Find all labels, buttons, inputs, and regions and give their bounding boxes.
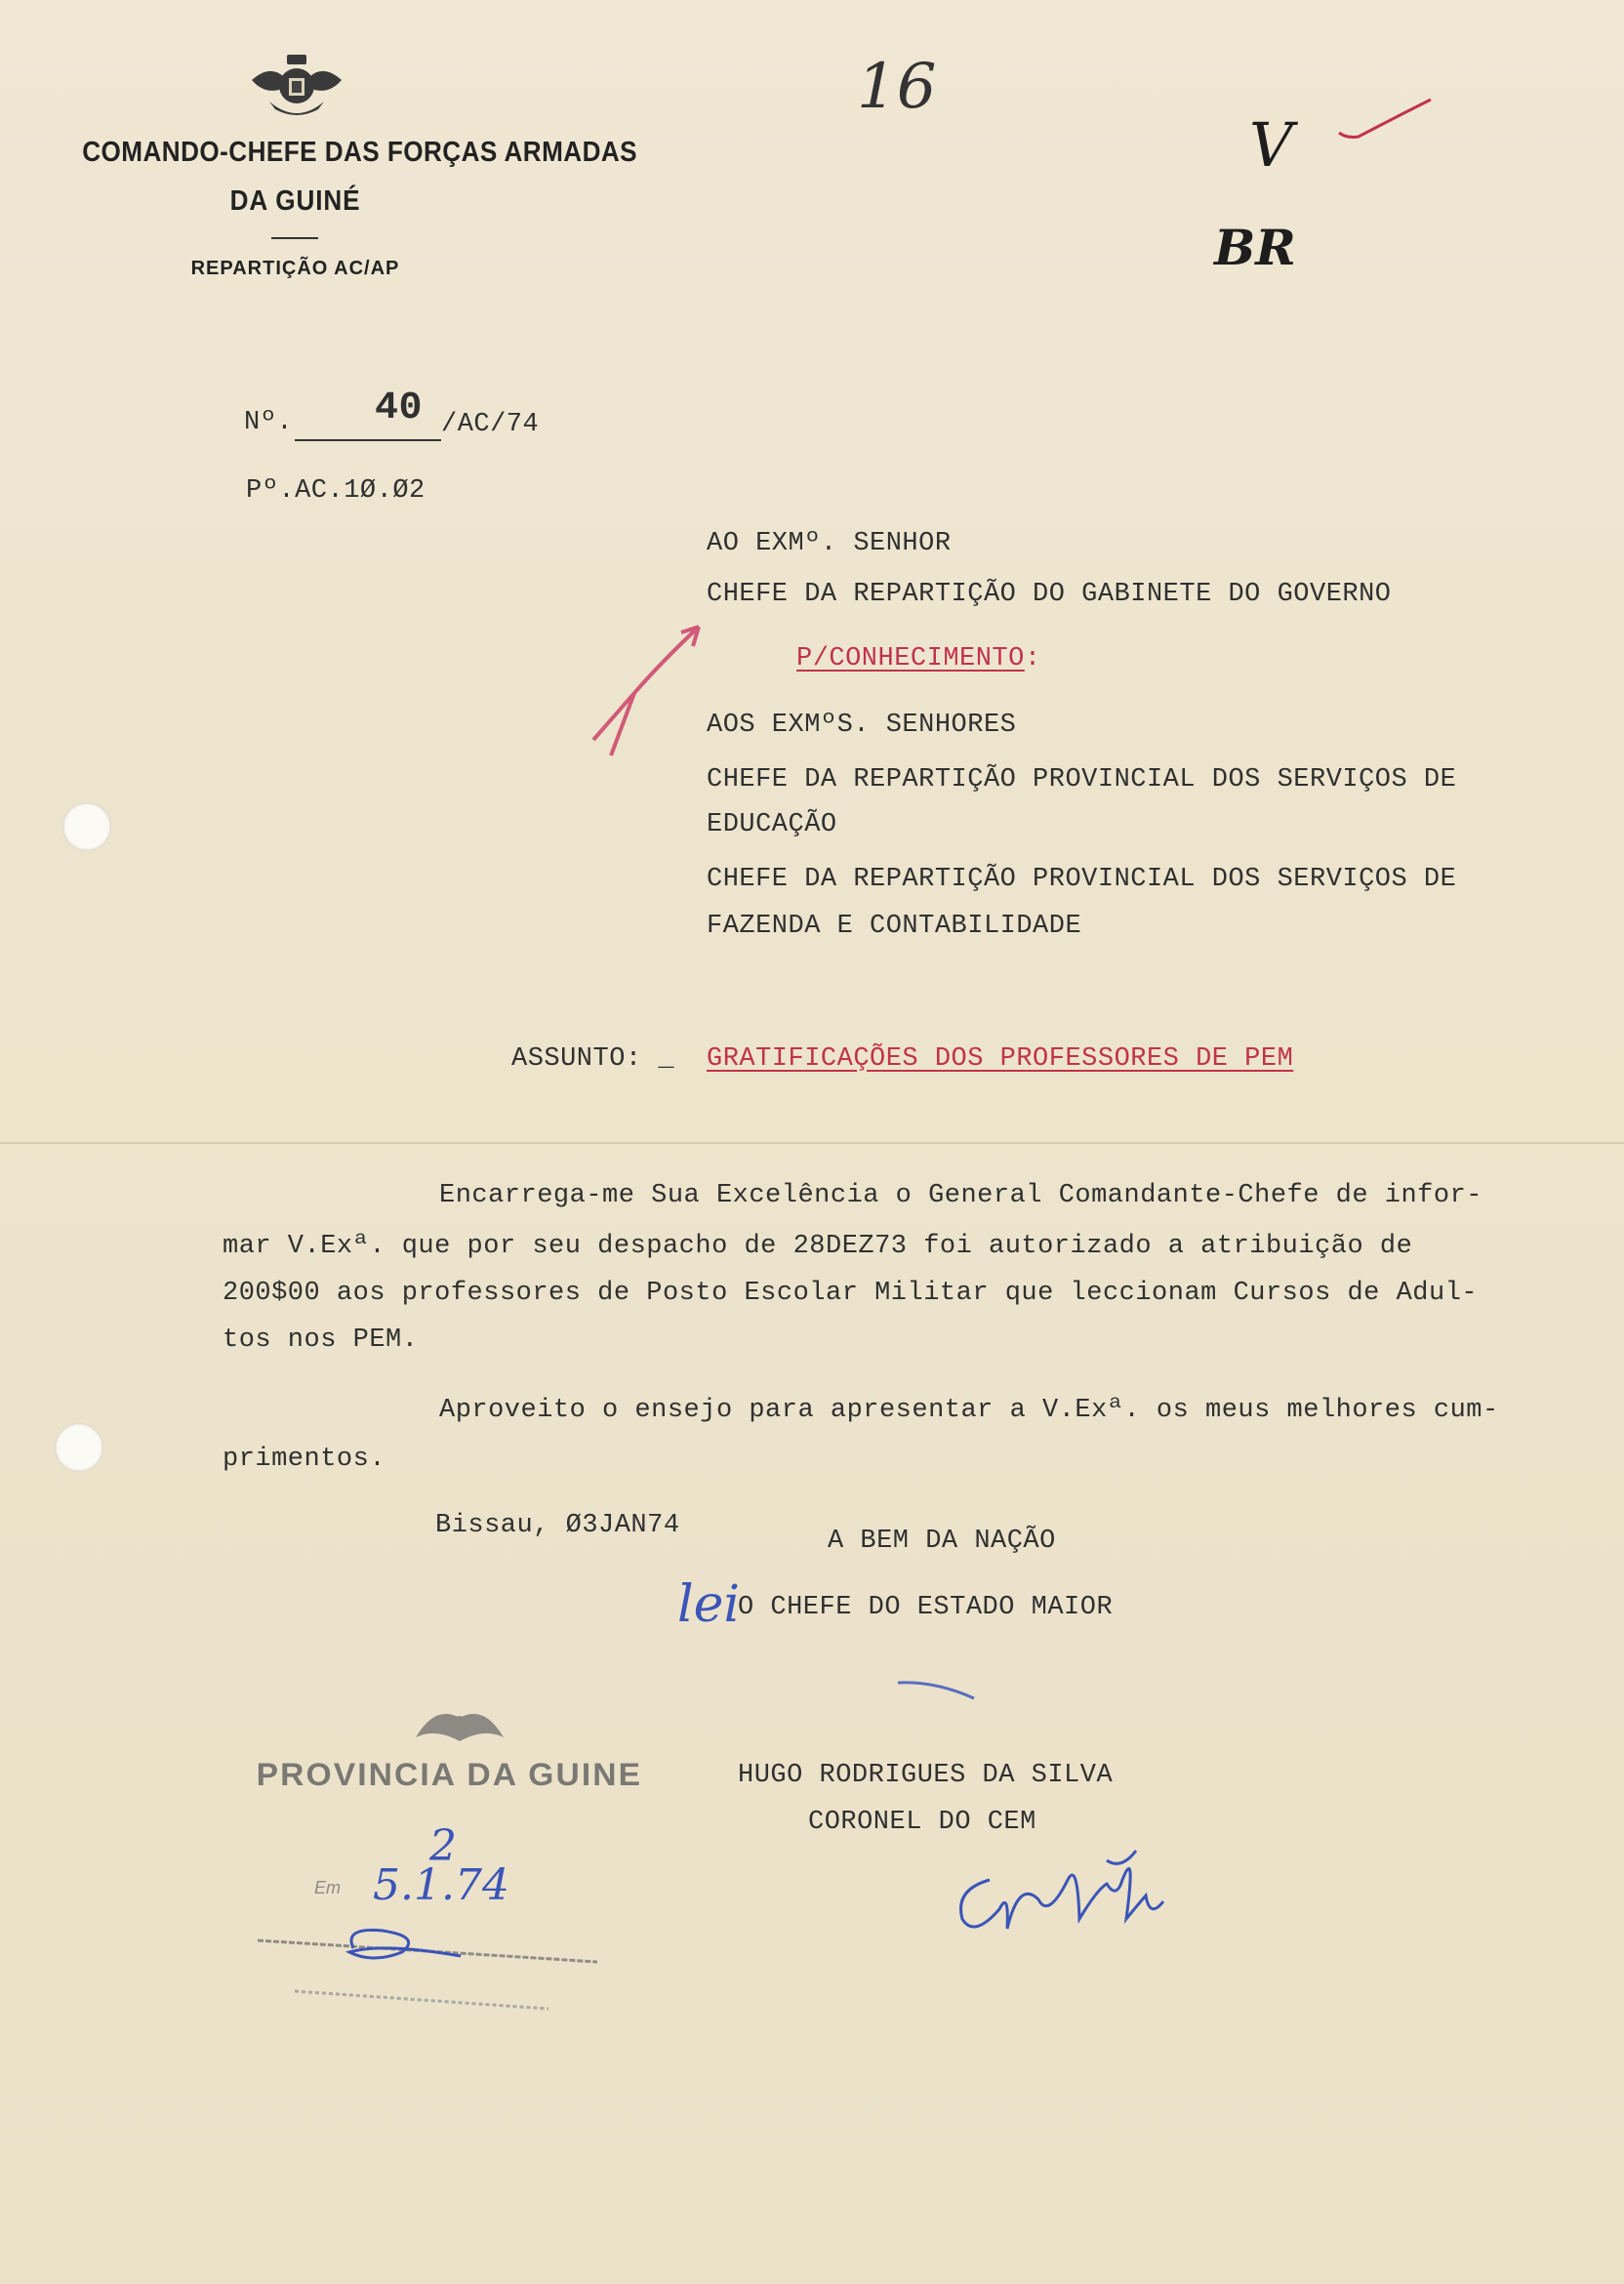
- punch-hole: [55, 1423, 103, 1472]
- stamp-entry-label: Em: [314, 1878, 341, 1897]
- red-arrow-icon: [591, 625, 709, 761]
- cc-line-1: AOS EXMºS. SENHORES: [707, 711, 1017, 740]
- blue-pen-stroke-icon: [896, 1675, 978, 1704]
- subject-text: GRATIFICAÇÕES DOS PROFESSORES DE PEM: [707, 1044, 1294, 1074]
- reference-suffix: /AC/74: [441, 410, 540, 439]
- initials-annotation: BR: [1214, 219, 1296, 276]
- signatory-title: O CHEFE DO ESTADO MAIOR: [738, 1593, 1114, 1622]
- body-line: mar V.Exª. que por seu despacho de 28DEZ73 foi autorizado a atribuição de: [223, 1232, 1413, 1261]
- handwritten-seen-mark: lei: [677, 1575, 741, 1634]
- stamp-lines-icon: [256, 1913, 607, 2011]
- header-divider: [271, 237, 318, 239]
- body-line: Aproveito o ensejo para apresentar a V.Exª. os meus melhores cum-: [439, 1396, 1499, 1425]
- coat-of-arms-icon: [250, 51, 344, 123]
- body-line: tos nos PEM.: [223, 1326, 419, 1355]
- reference-number: 40: [375, 387, 424, 430]
- process-reference: Pº.AC.1Ø.Ø2: [246, 476, 426, 506]
- cc-line-2b: EDUCAÇÃO: [707, 810, 837, 839]
- body-line: primentos.: [223, 1445, 386, 1474]
- reference-underline: [295, 439, 441, 441]
- cc-line-3a: CHEFE DA REPARTIÇÃO PROVINCIAL DOS SERVIÇOS DE: [707, 865, 1457, 894]
- punch-hole: [62, 802, 111, 851]
- check-mark-annotation: V: [1249, 109, 1293, 181]
- signature-icon: [951, 1841, 1185, 1958]
- cc-line-2a: CHEFE DA REPARTIÇÃO PROVINCIAL DOS SERVIÇOS DE: [707, 765, 1457, 795]
- stamp-province: PROVINCIA DA GUINE: [256, 1757, 643, 1792]
- signatory-name: HUGO RODRIGUES DA SILVA: [738, 1761, 1114, 1790]
- addressee-line-2: CHEFE DA REPARTIÇÃO DO GABINETE DO GOVERNO: [707, 580, 1392, 609]
- cc-line-3b: FAZENDA E CONTABILIDADE: [707, 912, 1082, 941]
- header-line-2: DA GUINÉ: [229, 185, 361, 217]
- body-line: 200$00 aos professores de Posto Escolar Militar que leccionam Cursos de Adul-: [223, 1279, 1479, 1308]
- stamp-entry-number: 2: [429, 1821, 457, 1871]
- page-fold: [0, 1142, 1624, 1144]
- header-line-1: COMANDO-CHEFE DAS FORÇAS ARMADAS: [82, 137, 638, 168]
- addressee-line-1: AO EXMº. SENHOR: [707, 529, 952, 558]
- cc-colon: :: [1024, 644, 1041, 673]
- page-number-annotation: 16: [857, 51, 937, 123]
- header-department: REPARTIÇÃO AC/AP: [190, 258, 400, 279]
- subject-label: ASSUNTO: _: [511, 1044, 675, 1074]
- signatory-rank: CORONEL DO CEM: [808, 1808, 1036, 1837]
- place-date: Bissau, Ø3JAN74: [435, 1511, 680, 1540]
- stamp-entry-date: 5.1.74: [373, 1860, 509, 1910]
- closing-motto: A BEM DA NAÇÃO: [828, 1527, 1056, 1556]
- cc-label-line: [796, 644, 1041, 673]
- body-line: Encarrega-me Sua Excelência o General Comandante-Chefe de infor-: [439, 1181, 1482, 1210]
- red-tick-icon: [1337, 94, 1435, 152]
- cc-label: P/CONHECIMENTO: [796, 644, 1025, 673]
- reference-number-label: Nº.: [244, 408, 294, 437]
- stamp-crest-icon: [406, 1698, 513, 1753]
